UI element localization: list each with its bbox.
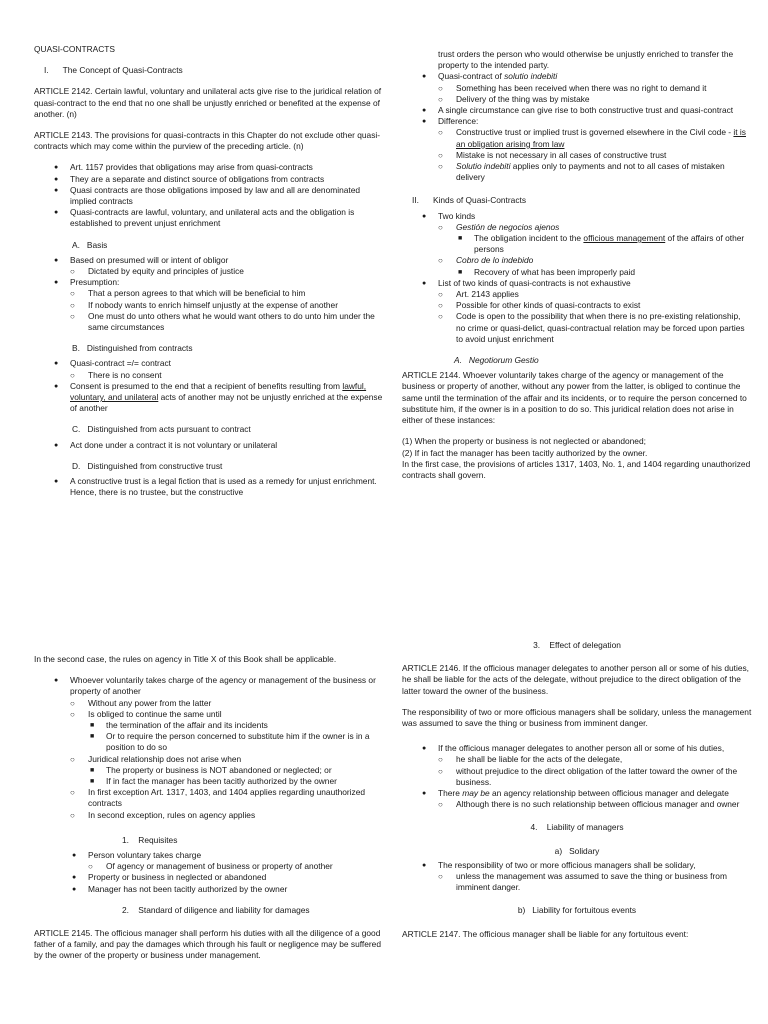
list-item-text: of the affairs of other persons bbox=[474, 233, 745, 255]
bullet-list bbox=[402, 860, 752, 894]
list-item bbox=[402, 743, 752, 788]
list-item-text: List of two kinds of quasi-contracts is not exhaustive bbox=[438, 277, 631, 288]
subheading-negotiorum-gestio: A. Negotiorum Gestio bbox=[454, 355, 539, 366]
sub-list bbox=[438, 83, 752, 105]
list-item: ○ In second exception, rules on agency applies bbox=[70, 810, 384, 821]
subheading-fortuitous-events: b) Liability for fortuitous events bbox=[517, 905, 637, 916]
sub-list bbox=[88, 720, 384, 754]
article-2145: ARTICLE 2145. The officious manager shall perform his duties with all the diligence of a good father of a family, and pay the damages which through his fault or negligence may be suffered by the owner of the property or business under management. bbox=[34, 928, 381, 961]
list-item: ○ Although there is no such relationship between officious manager and owner bbox=[438, 799, 752, 810]
list-item: ● Manager has not been tacitly authorized by the owner bbox=[52, 884, 384, 895]
sub-list bbox=[438, 127, 752, 183]
sub-list bbox=[438, 871, 752, 893]
subheading-basis: A. Basis bbox=[72, 239, 108, 250]
list-item: ■ If in fact the manager has been tacitly authorized by the owner bbox=[88, 776, 384, 787]
sub-list bbox=[70, 370, 384, 381]
list-item-text: acts of another may not be unjustly enriched at the expense of another bbox=[70, 392, 383, 414]
list-item: ○ unless the management was assumed to save the thing or business from imminent danger. bbox=[438, 871, 752, 893]
underlined-text: officious management bbox=[583, 233, 666, 244]
list-item: ○ Of agency or management of business or property of another bbox=[88, 861, 384, 872]
list-item-text: Quasi-contract =/= contract bbox=[70, 358, 172, 369]
sub-list bbox=[456, 267, 752, 278]
sub-list bbox=[456, 233, 752, 255]
sub-list bbox=[70, 698, 384, 821]
list-item bbox=[402, 788, 752, 810]
list-item: ■ Recovery of what has been improperly paid bbox=[456, 267, 752, 278]
article-2146-responsibility: The responsibility of two or more officious managers shall be solidary, unless the management was assumed to save the thing or business from imminent danger. bbox=[402, 706, 752, 729]
subheading-acts: C. Distinguished from acts pursuant to contract bbox=[72, 424, 251, 435]
list-item bbox=[34, 255, 384, 277]
page-1-left-column bbox=[34, 44, 384, 499]
subheading-trust: D. Distinguished from constructive trust bbox=[72, 460, 223, 471]
italic-text: Solutio indebiti bbox=[456, 161, 511, 172]
article-2146: ARTICLE 2146. If the officious manager delegates to another person all or some of his duties, he shall be liable for the acts of the delegate, without prejudice to the direct obligation of the latter toward the owner of the business. bbox=[402, 663, 749, 696]
page-1-right-column bbox=[402, 49, 752, 481]
list-item: ○ Something has been received when there was no right to demand it bbox=[438, 83, 752, 94]
list-item: ● Act done under a contract it is not voluntary or unilateral bbox=[34, 440, 384, 451]
list-item: ● They are a separate and distinct source of obligations from contracts bbox=[34, 174, 384, 185]
article-2147: ARTICLE 2147. The officious manager shall be liable for any fortuitous event: bbox=[402, 928, 689, 939]
article-2144-continued: In the second case, the rules on agency in Title X of this Book shall be applicable. bbox=[34, 654, 337, 664]
list-item: ● Art. 1157 provides that obligations may arise from quasi-contracts bbox=[34, 162, 384, 173]
list-item: ■ the termination of the affair and its incidents bbox=[88, 720, 384, 731]
list-item bbox=[402, 211, 752, 278]
sub-list bbox=[438, 222, 752, 278]
list-item bbox=[456, 233, 752, 255]
italic-text: may be bbox=[462, 788, 490, 799]
bullet-list bbox=[402, 211, 752, 345]
list-item-text: Presumption: bbox=[70, 277, 120, 288]
list-item: ○ One must do unto others what he would want others to do unto him under the same circumstances bbox=[70, 311, 384, 333]
sub-list bbox=[438, 289, 752, 345]
list-item bbox=[34, 358, 384, 380]
list-item-text: The responsibility of two or more officious managers shall be solidary, bbox=[438, 859, 696, 870]
list-item bbox=[70, 709, 384, 754]
document-title: QUASI-CONTRACTS bbox=[34, 44, 115, 54]
italic-text: Gestión de negocios ajenos bbox=[456, 221, 560, 232]
page-2-right-column bbox=[402, 640, 752, 950]
list-item-text: Person voluntary takes charge bbox=[88, 850, 202, 861]
bullet-list bbox=[402, 71, 752, 183]
list-item: ○ Delivery of the thing was by mistake bbox=[438, 94, 752, 105]
list-item: ○ There is no consent bbox=[70, 370, 384, 381]
subheading-solidary: a) Solidary bbox=[554, 845, 600, 856]
list-item bbox=[402, 116, 752, 183]
sub-list bbox=[70, 266, 384, 277]
list-item-text: The obligation incident to the bbox=[474, 233, 584, 244]
article-2144: ARTICLE 2144. Whoever voluntarily takes charge of the agency or management of the business or property of another, without any power from the latter, is obliged to continue the same until the termination of the affair and its incidents, or to require the person concerned to substitute him, if the owner is in a position to do so. This juridical relation does not arise in either of these instances: bbox=[402, 370, 747, 426]
list-item: ○ Code is open to the possibility that when there is no pre-existing relationship, no crime or quasi-delict, quasi-contractual relation may be forced upon parties to avoid unjust enrichment bbox=[438, 311, 752, 345]
list-item: ○ Mistake is not necessary in all cases of constructive trust bbox=[438, 150, 752, 161]
list-item: ○ Dictated by equity and principles of justice bbox=[70, 266, 384, 277]
list-item: ○ If nobody wants to enrich himself unjustly at the expense of another bbox=[70, 300, 384, 311]
subheading-diligence: 2. Standard of diligence and liability for damages bbox=[122, 904, 310, 915]
underlined-text: lawful, voluntary, and unilateral bbox=[70, 380, 367, 403]
subheading-liability-managers: 4. Liability of managers bbox=[530, 822, 624, 833]
sub-list bbox=[88, 861, 384, 872]
article-2143: ARTICLE 2143. The provisions for quasi-contracts in this Chapter do not exclude other quasi-contracts which may come within the purview of the preceding article. (n) bbox=[34, 130, 381, 152]
bullet-list bbox=[34, 476, 384, 498]
sub-list bbox=[438, 754, 752, 788]
list-item bbox=[34, 675, 384, 821]
page-2 bbox=[0, 512, 768, 1024]
subheading-contracts: B. Distinguished from contracts bbox=[72, 343, 193, 354]
section-heading: I. The Concept of Quasi-Contracts bbox=[44, 65, 183, 76]
list-item: ● A constructive trust is a legal fiction that is used as a remedy for unjust enrichment. Hence, there is no trustee, but the constructive bbox=[34, 476, 384, 498]
list-item bbox=[34, 277, 384, 333]
list-item-text: Two kinds bbox=[438, 210, 476, 221]
list-item bbox=[70, 754, 384, 788]
subheading-delegation: 3. Effect of delegation bbox=[533, 640, 621, 650]
italic-text: Cobro de lo indebido bbox=[456, 255, 534, 266]
list-item-text: Difference: bbox=[438, 116, 479, 127]
list-item: ● Quasi contracts are those obligations imposed by law and all are denominated implied contracts bbox=[34, 185, 384, 207]
list-item: ○ That a person agrees to that which will be beneficial to him bbox=[70, 288, 384, 299]
list-item-text: an agency relationship between officious manager and delegate bbox=[489, 788, 729, 799]
list-item bbox=[402, 71, 752, 105]
sub-list bbox=[88, 765, 384, 787]
bullet-list bbox=[34, 675, 384, 821]
list-item: ○ without prejudice to the direct obligation of the latter toward the owner of the business. bbox=[438, 766, 752, 788]
list-item bbox=[438, 161, 752, 183]
subheading-requisites: 1. Requisites bbox=[122, 834, 178, 845]
list-item: ● Quasi-contracts are lawful, voluntary, and unilateral acts and the obligation is established to prevent unjust enrichment bbox=[34, 207, 384, 229]
list-item: ○ Possible for other kinds of quasi-contracts to exist bbox=[438, 300, 752, 311]
bullet-list bbox=[34, 358, 384, 414]
list-item-text: applies only to payments and not to all cases of mistaken delivery bbox=[456, 161, 725, 183]
list-item-text: Constructive trust or implied trust is governed elsewhere in the Civil code - bbox=[456, 127, 734, 138]
list-item: ○ Without any power from the latter bbox=[70, 698, 384, 709]
article-2144-note: In the first case, the provisions of articles 1317, 1403, No. 1, and 1404 regarding unauthorized contracts shall govern. bbox=[402, 458, 751, 480]
list-item: ■ The property or business is NOT abandoned or neglected; or bbox=[88, 765, 384, 776]
bullet-list bbox=[34, 255, 384, 333]
list-item bbox=[52, 850, 384, 872]
bullet-list bbox=[402, 743, 752, 810]
underlined-text: it is an obligation arising from law bbox=[456, 127, 746, 149]
list-item bbox=[438, 222, 752, 256]
sub-list bbox=[70, 288, 384, 333]
list-item: ○ he shall be liable for the acts of the delegate, bbox=[438, 754, 752, 765]
list-item-text: Juridical relationship does not arise when bbox=[88, 753, 242, 764]
bullet-list bbox=[52, 850, 384, 895]
page-2-left-column bbox=[34, 654, 384, 972]
list-item bbox=[34, 381, 384, 415]
article-2142: ARTICLE 2142. Certain lawful, voluntary and unilateral acts give rise to the juridical relation of quasi-contract to the end that no one shall be unjustly enriched or benefited at the expense of another. (n) bbox=[34, 86, 382, 119]
list-item: ○ In first exception Art. 1317, 1403, and 1404 applies regarding unauthorized contracts bbox=[70, 787, 384, 809]
list-item bbox=[402, 278, 752, 345]
bullet-list bbox=[34, 162, 384, 229]
list-item bbox=[438, 127, 752, 149]
section-heading: II. Kinds of Quasi-Contracts bbox=[412, 195, 527, 206]
article-2144-item-1: (1) When the property or business is not neglected or abandoned; bbox=[402, 436, 646, 447]
list-item bbox=[402, 860, 752, 894]
sub-list bbox=[438, 799, 752, 810]
list-item-text: Is obliged to continue the same until bbox=[88, 708, 222, 719]
article-2144-item-2: (2) If in fact the manager has been tacitly authorized by the owner. bbox=[402, 447, 648, 458]
list-item-text: If the officious manager delegates to another person all or some of his duties, bbox=[438, 743, 725, 754]
bullet-list bbox=[34, 440, 384, 451]
list-item-text: Whoever voluntarily takes charge of the agency or management of the business or property of another bbox=[70, 675, 376, 697]
list-item-text: Quasi-contract of bbox=[438, 71, 505, 82]
list-item-text: Consent is presumed to the end that a recipient of benefits resulting from bbox=[70, 380, 343, 391]
continued-text: trust orders the person who would otherwise be unjustly enriched to transfer the property to the intended party. bbox=[438, 49, 734, 71]
list-item: ● Property or business in neglected or abandoned bbox=[52, 872, 384, 883]
list-item-text: Based on presumed will or intent of obligor bbox=[70, 254, 229, 265]
list-item bbox=[438, 255, 752, 277]
list-item-text: There bbox=[438, 788, 463, 799]
list-item: ● A single circumstance can give rise to both constructive trust and quasi-contract bbox=[402, 105, 752, 116]
list-item: ■ Or to require the person concerned to substitute him if the owner is in a position to do so bbox=[88, 731, 384, 753]
list-item: ○ Art. 2143 applies bbox=[438, 289, 752, 300]
italic-text: solutio indebiti bbox=[504, 71, 558, 82]
